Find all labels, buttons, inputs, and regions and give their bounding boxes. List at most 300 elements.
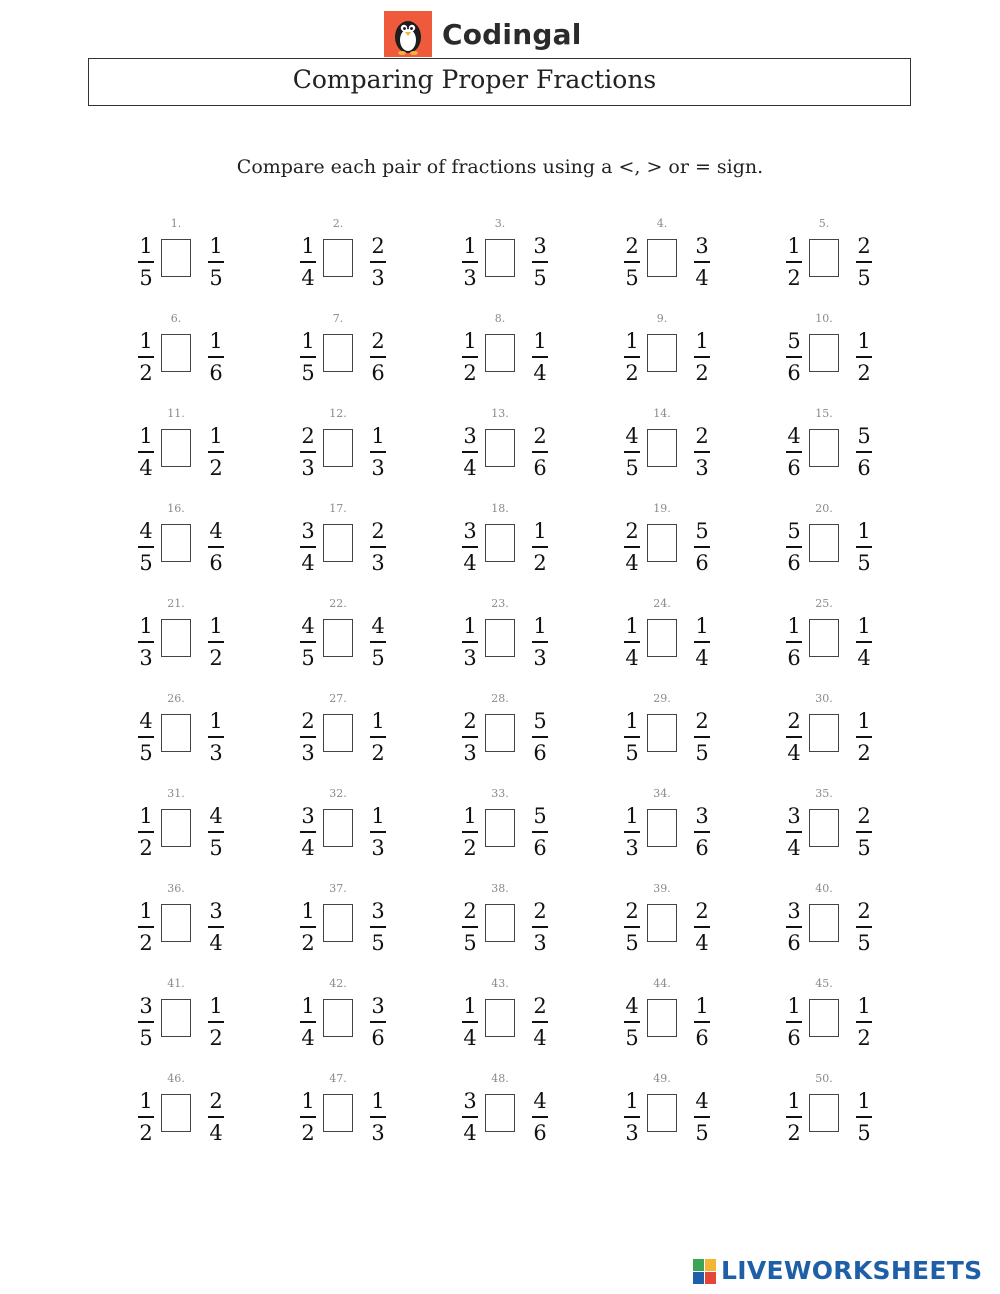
left-fraction (621, 803, 643, 863)
numerator: 5 (787, 519, 801, 543)
denominator: 4 (463, 1121, 477, 1145)
denominator: 5 (857, 1121, 871, 1145)
numerator: 3 (695, 234, 709, 258)
denominator: 3 (371, 456, 385, 480)
problem-number: 22. (329, 597, 347, 610)
left-fraction (783, 803, 805, 863)
problem-item (621, 692, 731, 772)
answer-box[interactable] (485, 619, 515, 657)
right-fraction (529, 708, 551, 768)
problem-item (297, 1072, 407, 1152)
right-fraction (529, 993, 551, 1053)
left-fraction (783, 423, 805, 483)
right-fraction (529, 233, 551, 293)
answer-box[interactable] (647, 524, 677, 562)
denominator: 2 (625, 361, 639, 385)
answer-box[interactable] (809, 429, 839, 467)
denominator: 6 (371, 361, 385, 385)
left-fraction (783, 898, 805, 958)
denominator: 6 (533, 741, 547, 765)
denominator: 5 (209, 266, 223, 290)
numerator: 3 (533, 234, 547, 258)
denominator: 2 (533, 551, 547, 575)
denominator: 3 (139, 646, 153, 670)
problem-item (621, 407, 731, 487)
denominator: 5 (625, 741, 639, 765)
problem-number: 49. (653, 1072, 671, 1085)
answer-box[interactable] (485, 239, 515, 277)
problem-number: 21. (167, 597, 185, 610)
problem-item (297, 882, 407, 962)
problem-item (621, 597, 731, 677)
denominator: 4 (695, 266, 709, 290)
problem-item (459, 1072, 569, 1152)
problem-item (135, 502, 245, 582)
answer-box[interactable] (161, 809, 191, 847)
numerator: 2 (301, 709, 315, 733)
numerator: 3 (301, 804, 315, 828)
problem-item (621, 217, 731, 297)
right-fraction (691, 423, 713, 483)
numerator: 2 (695, 709, 709, 733)
left-fraction (459, 803, 481, 863)
denominator: 4 (301, 266, 315, 290)
problem-item (459, 502, 569, 582)
problem-item (135, 407, 245, 487)
left-fraction (621, 328, 643, 388)
denominator: 6 (209, 361, 223, 385)
problem-item (621, 977, 731, 1057)
numerator: 1 (209, 709, 223, 733)
answer-box[interactable] (647, 809, 677, 847)
numerator: 2 (857, 899, 871, 923)
instructions: Compare each pair of fractions using a <, > or = sign. (236, 156, 764, 178)
answer-box[interactable] (485, 809, 515, 847)
answer-box[interactable] (161, 524, 191, 562)
problem-item (459, 597, 569, 677)
problem-item (783, 217, 893, 297)
problem-number: 15. (815, 407, 833, 420)
numerator: 1 (139, 899, 153, 923)
denominator: 3 (209, 741, 223, 765)
answer-box[interactable] (485, 1094, 515, 1132)
numerator: 3 (695, 804, 709, 828)
problem-item (783, 312, 893, 392)
denominator: 3 (463, 741, 477, 765)
denominator: 4 (533, 1026, 547, 1050)
denominator: 4 (301, 836, 315, 860)
right-fraction (691, 993, 713, 1053)
problem-number: 18. (491, 502, 509, 515)
problem-item (459, 882, 569, 962)
denominator: 6 (787, 1026, 801, 1050)
left-fraction (783, 328, 805, 388)
problem-item (297, 407, 407, 487)
right-fraction (205, 993, 227, 1053)
answer-box[interactable] (485, 904, 515, 942)
numerator: 1 (301, 234, 315, 258)
answer-box[interactable] (809, 619, 839, 657)
answer-box[interactable] (161, 619, 191, 657)
numerator: 2 (533, 994, 547, 1018)
right-fraction (205, 518, 227, 578)
left-fraction (783, 518, 805, 578)
left-fraction (621, 233, 643, 293)
denominator: 2 (209, 1026, 223, 1050)
denominator: 5 (139, 741, 153, 765)
answer-box[interactable] (809, 239, 839, 277)
numerator: 1 (301, 329, 315, 353)
answer-box[interactable] (323, 1094, 353, 1132)
problem-item (783, 597, 893, 677)
problem-number: 28. (491, 692, 509, 705)
denominator: 6 (371, 1026, 385, 1050)
denominator: 4 (533, 361, 547, 385)
problem-number: 31. (167, 787, 185, 800)
problem-item (297, 787, 407, 867)
denominator: 6 (209, 551, 223, 575)
right-fraction (853, 328, 875, 388)
answer-box[interactable] (485, 999, 515, 1037)
numerator: 3 (371, 899, 385, 923)
problem-number: 16. (167, 502, 185, 515)
right-fraction (853, 1088, 875, 1148)
problem-item (783, 977, 893, 1057)
answer-box[interactable] (647, 429, 677, 467)
left-fraction (297, 518, 319, 578)
problem-item (621, 312, 731, 392)
left-fraction (297, 233, 319, 293)
answer-box[interactable] (809, 334, 839, 372)
right-fraction (367, 423, 389, 483)
numerator: 1 (209, 994, 223, 1018)
numerator: 1 (463, 329, 477, 353)
problem-number: 6. (170, 312, 182, 325)
left-fraction (135, 328, 157, 388)
answer-box[interactable] (323, 334, 353, 372)
right-fraction (691, 613, 713, 673)
numerator: 4 (625, 424, 639, 448)
answer-box[interactable] (323, 524, 353, 562)
numerator: 5 (857, 424, 871, 448)
numerator: 1 (301, 994, 315, 1018)
numerator: 1 (463, 234, 477, 258)
right-fraction (529, 1088, 551, 1148)
right-fraction (367, 708, 389, 768)
answer-box[interactable] (647, 1094, 677, 1132)
problem-number: 50. (815, 1072, 833, 1085)
numerator: 1 (625, 329, 639, 353)
problem-number: 7. (332, 312, 344, 325)
answer-box[interactable] (323, 714, 353, 752)
left-fraction (459, 708, 481, 768)
denominator: 3 (301, 741, 315, 765)
denominator: 3 (371, 551, 385, 575)
answer-box[interactable] (161, 714, 191, 752)
numerator: 1 (139, 1089, 153, 1113)
numerator: 1 (857, 614, 871, 638)
problem-item (135, 787, 245, 867)
numerator: 2 (695, 424, 709, 448)
right-fraction (853, 993, 875, 1053)
denominator: 5 (625, 266, 639, 290)
answer-box[interactable] (161, 239, 191, 277)
denominator: 6 (533, 456, 547, 480)
answer-box[interactable] (485, 714, 515, 752)
answer-box[interactable] (323, 619, 353, 657)
problem-number: 48. (491, 1072, 509, 1085)
left-fraction (621, 898, 643, 958)
right-fraction (367, 898, 389, 958)
problem-number: 9. (656, 312, 668, 325)
left-fraction (297, 993, 319, 1053)
problem-item (135, 1072, 245, 1152)
problem-item (297, 977, 407, 1057)
denominator: 5 (857, 551, 871, 575)
denominator: 5 (625, 931, 639, 955)
numerator: 2 (625, 234, 639, 258)
right-fraction (205, 328, 227, 388)
left-fraction (621, 993, 643, 1053)
left-fraction (135, 708, 157, 768)
numerator: 1 (857, 709, 871, 733)
problem-number: 17. (329, 502, 347, 515)
denominator: 6 (787, 456, 801, 480)
numerator: 2 (625, 519, 639, 543)
numerator: 3 (301, 519, 315, 543)
problem-number: 3. (494, 217, 506, 230)
right-fraction (205, 708, 227, 768)
answer-box[interactable] (323, 429, 353, 467)
denominator: 5 (301, 646, 315, 670)
left-fraction (135, 518, 157, 578)
problem-item (459, 787, 569, 867)
left-fraction (783, 993, 805, 1053)
denominator: 4 (625, 551, 639, 575)
numerator: 1 (139, 234, 153, 258)
denominator: 5 (139, 551, 153, 575)
right-fraction (205, 613, 227, 673)
problem-number: 27. (329, 692, 347, 705)
numerator: 1 (301, 899, 315, 923)
answer-box[interactable] (323, 904, 353, 942)
left-fraction (297, 708, 319, 768)
problem-number: 32. (329, 787, 347, 800)
problem-number: 34. (653, 787, 671, 800)
denominator: 5 (139, 266, 153, 290)
problem-number: 44. (653, 977, 671, 990)
problem-number: 20. (815, 502, 833, 515)
right-fraction (367, 1088, 389, 1148)
right-fraction (691, 328, 713, 388)
denominator: 6 (695, 551, 709, 575)
numerator: 1 (301, 1089, 315, 1113)
right-fraction (529, 803, 551, 863)
answer-box[interactable] (161, 334, 191, 372)
denominator: 2 (209, 456, 223, 480)
numerator: 2 (625, 899, 639, 923)
problem-number: 5. (818, 217, 830, 230)
left-fraction (297, 613, 319, 673)
right-fraction (691, 518, 713, 578)
left-fraction (297, 423, 319, 483)
answer-box[interactable] (161, 999, 191, 1037)
numerator: 2 (533, 899, 547, 923)
problem-item (621, 882, 731, 962)
denominator: 5 (625, 456, 639, 480)
denominator: 2 (209, 646, 223, 670)
denominator: 5 (371, 931, 385, 955)
left-fraction (459, 613, 481, 673)
denominator: 2 (139, 361, 153, 385)
left-fraction (297, 803, 319, 863)
answer-box[interactable] (809, 714, 839, 752)
denominator: 2 (857, 741, 871, 765)
numerator: 4 (533, 1089, 547, 1113)
problem-item (459, 692, 569, 772)
denominator: 6 (695, 1026, 709, 1050)
right-fraction (529, 613, 551, 673)
answer-box[interactable] (323, 239, 353, 277)
answer-box[interactable] (809, 809, 839, 847)
denominator: 2 (301, 931, 315, 955)
left-fraction (621, 423, 643, 483)
problem-item (621, 502, 731, 582)
numerator: 1 (533, 329, 547, 353)
denominator: 2 (857, 1026, 871, 1050)
numerator: 1 (625, 614, 639, 638)
right-fraction (691, 803, 713, 863)
numerator: 1 (371, 709, 385, 733)
left-fraction (135, 993, 157, 1053)
numerator: 1 (787, 234, 801, 258)
left-fraction (135, 898, 157, 958)
answer-box[interactable] (809, 1094, 839, 1132)
left-fraction (459, 518, 481, 578)
problem-number: 10. (815, 312, 833, 325)
numerator: 1 (139, 329, 153, 353)
problem-item (297, 312, 407, 392)
numerator: 1 (463, 804, 477, 828)
problem-number: 47. (329, 1072, 347, 1085)
denominator: 6 (787, 931, 801, 955)
right-fraction (205, 233, 227, 293)
numerator: 1 (139, 804, 153, 828)
numerator: 1 (371, 424, 385, 448)
answer-box[interactable] (809, 904, 839, 942)
problem-number: 13. (491, 407, 509, 420)
problem-number: 36. (167, 882, 185, 895)
problem-number: 12. (329, 407, 347, 420)
problem-item (459, 977, 569, 1057)
left-fraction (459, 993, 481, 1053)
problem-number: 29. (653, 692, 671, 705)
left-fraction (135, 613, 157, 673)
answer-box[interactable] (161, 904, 191, 942)
numerator: 5 (787, 329, 801, 353)
left-fraction (459, 898, 481, 958)
left-fraction (459, 423, 481, 483)
denominator: 4 (463, 456, 477, 480)
left-fraction (621, 613, 643, 673)
denominator: 5 (463, 931, 477, 955)
numerator: 5 (533, 709, 547, 733)
numerator: 4 (695, 1089, 709, 1113)
numerator: 1 (787, 994, 801, 1018)
right-fraction (691, 1088, 713, 1148)
denominator: 5 (301, 361, 315, 385)
right-fraction (367, 993, 389, 1053)
answer-box[interactable] (647, 239, 677, 277)
denominator: 5 (695, 741, 709, 765)
denominator: 5 (371, 646, 385, 670)
numerator: 1 (209, 329, 223, 353)
numerator: 4 (209, 804, 223, 828)
numerator: 1 (857, 994, 871, 1018)
denominator: 3 (463, 266, 477, 290)
liveworksheets-icon (693, 1259, 715, 1283)
answer-box[interactable] (647, 714, 677, 752)
answer-box[interactable] (323, 809, 353, 847)
numerator: 2 (787, 709, 801, 733)
answer-box[interactable] (485, 334, 515, 372)
denominator: 2 (371, 741, 385, 765)
answer-box[interactable] (485, 524, 515, 562)
answer-box[interactable] (161, 1094, 191, 1132)
right-fraction (529, 898, 551, 958)
denominator: 3 (533, 646, 547, 670)
denominator: 6 (695, 836, 709, 860)
problem-number: 43. (491, 977, 509, 990)
right-fraction (853, 613, 875, 673)
problem-number: 37. (329, 882, 347, 895)
numerator: 1 (857, 329, 871, 353)
answer-box[interactable] (809, 999, 839, 1037)
denominator: 6 (533, 836, 547, 860)
answer-box[interactable] (485, 429, 515, 467)
answer-box[interactable] (647, 334, 677, 372)
problem-item (135, 312, 245, 392)
problem-number: 8. (494, 312, 506, 325)
numerator: 1 (787, 614, 801, 638)
problem-item (783, 502, 893, 582)
denominator: 5 (139, 1026, 153, 1050)
denominator: 6 (533, 1121, 547, 1145)
denominator: 2 (301, 1121, 315, 1145)
answer-box[interactable] (809, 524, 839, 562)
right-fraction (367, 803, 389, 863)
numerator: 4 (625, 994, 639, 1018)
numerator: 1 (139, 614, 153, 638)
answer-box[interactable] (647, 999, 677, 1037)
answer-box[interactable] (647, 904, 677, 942)
left-fraction (459, 328, 481, 388)
denominator: 2 (787, 266, 801, 290)
numerator: 2 (371, 519, 385, 543)
problem-item (297, 597, 407, 677)
problem-number: 26. (167, 692, 185, 705)
numerator: 4 (301, 614, 315, 638)
numerator: 2 (371, 329, 385, 353)
answer-box[interactable] (161, 429, 191, 467)
left-fraction (459, 233, 481, 293)
numerator: 1 (371, 1089, 385, 1113)
answer-box[interactable] (647, 619, 677, 657)
denominator: 5 (695, 1121, 709, 1145)
answer-box[interactable] (323, 999, 353, 1037)
denominator: 5 (857, 836, 871, 860)
denominator: 3 (533, 931, 547, 955)
